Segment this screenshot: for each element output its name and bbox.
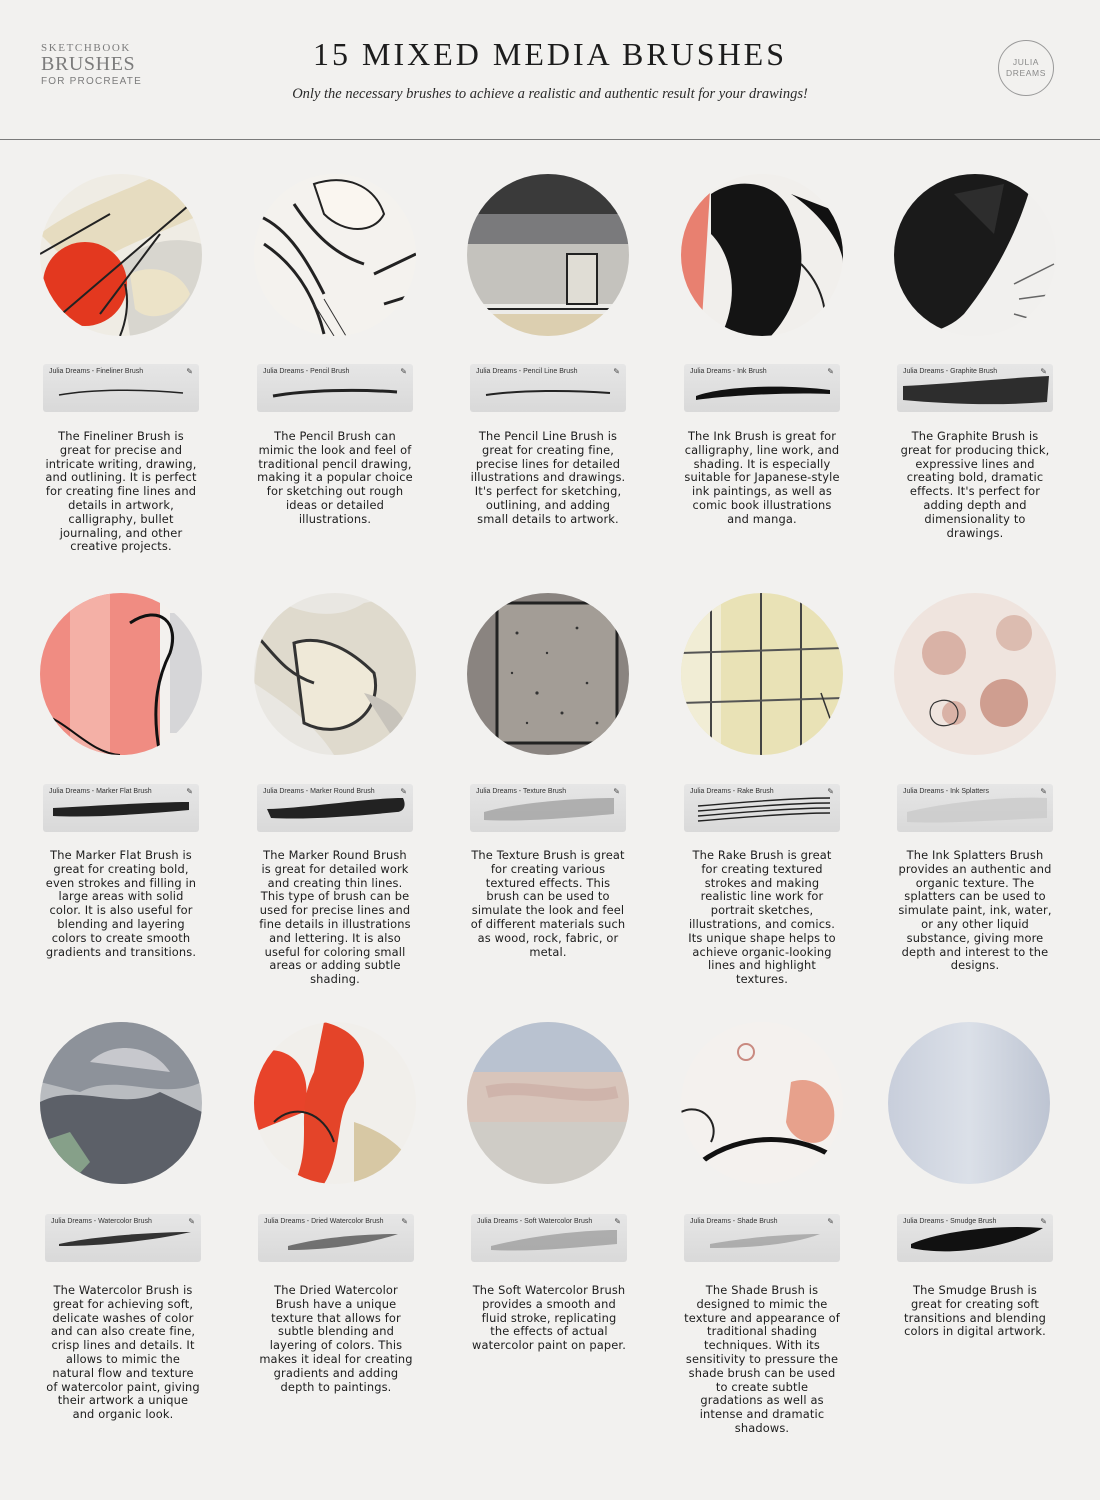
brush-icon: ✎ [401, 1217, 408, 1226]
graphite-description: The Graphite Brush is great for producing thick, expressive lines and creating bold, dramatic effects. It's perfect for adding depth and dimensionality to drawings. [900, 429, 1050, 540]
ink-splatters-description: The Ink Splatters Brush provides an authentic and organic texture. The splatters can be used to simulate paint, ink, water, or any other liquid substance, giving more depth and interest to the designs. [898, 848, 1052, 973]
watercolor-stroke-preview [45, 1214, 201, 1262]
marker-flat-stroke-preview [43, 784, 199, 832]
pencil-stroke-preview [257, 364, 413, 412]
brush-icon: ✎ [400, 367, 407, 376]
ink-description: The Ink Brush is great for calligraphy, line work, and shading. It is especially suitable for Japanese-style ink paintings, as well as comic book illustrations and manga. [684, 429, 840, 526]
rake-sample-circle [681, 593, 843, 755]
marker-flat-sample-circle [40, 593, 202, 755]
marker-round-stroke-preview [257, 784, 413, 832]
rake-stroke-preview [684, 784, 840, 832]
pencil-description: The Pencil Brush can mimic the look and feel of traditional pencil drawing, making it a popular choice for sketching out rough ideas or detailed illustrations. [257, 429, 413, 526]
rake-description: The Rake Brush is great for creating textured strokes and making realistic line work for portrait sketches, illustrations, and comics. Its unique shape helps to achieve organic-looking lines and highlight textures. [688, 848, 836, 987]
brush-icon: ✎ [1040, 787, 1047, 796]
logo-line-2: BRUSHES [41, 53, 136, 75]
pencil-line-brush-name: Julia Dreams - Pencil Line Brush [476, 368, 578, 375]
page-subtitle: Only the necessary brushes to achieve a realistic and authentic result for your drawings! [292, 86, 808, 102]
brush-icon: ✎ [827, 787, 834, 796]
fineliner-description: The Fineliner Brush is great for precise and intricate writing, drawing, and outlining. It is perfect for creating fine lines and details in artwork, calligraphy, bullet journaling, and other creative projects. [45, 429, 197, 554]
fineliner-brush-name: Julia Dreams - Fineliner Brush [49, 368, 144, 375]
texture-description: The Texture Brush is great for creating various textured effects. This brush can be used to simulate the look and feel of different materials such as wood, rock, fabric, or metal. [470, 848, 626, 959]
pencil-line-sample-circle [467, 174, 629, 336]
marker-flat-brush-name: Julia Dreams - Marker Flat Brush [49, 788, 152, 795]
brush-icon: ✎ [827, 1217, 834, 1226]
dried-watercolor-description: The Dried Watercolor Brush have a unique texture that allows for subtle blending and layering of colors. This makes it ideal for creating gradients and adding depth to paintings. [259, 1283, 413, 1394]
soft-watercolor-description: The Soft Watercolor Brush provides a smooth and fluid stroke, replicating the effects of actual watercolor paint on paper. [472, 1283, 626, 1353]
ink-splatters-stroke-preview [897, 784, 1053, 832]
logo-line-3: FOR PROCREATE [41, 76, 142, 87]
pencil-brush-name: Julia Dreams - Pencil Brush [263, 368, 350, 375]
soft-watercolor-brush-name: Julia Dreams - Soft Watercolor Brush [477, 1218, 593, 1225]
smudge-description: The Smudge Brush is great for creating soft transitions and blending colors in digital artwork. [904, 1283, 1046, 1339]
ink-splatters-brush-name: Julia Dreams - Ink Splatters [903, 788, 989, 795]
dried-watercolor-brush-name: Julia Dreams - Dried Watercolor Brush [264, 1218, 384, 1225]
brush-icon: ✎ [186, 367, 193, 376]
fineliner-stroke-preview [43, 364, 199, 412]
brush-icon: ✎ [614, 1217, 621, 1226]
graphite-sample-circle [894, 174, 1056, 336]
pencil-line-description: The Pencil Line Brush is great for creating fine, precise lines for detailed illustrations and drawings. It's perfect for sketching, outlining, and adding small details to artwork. [470, 429, 626, 526]
brush-icon: ✎ [827, 367, 834, 376]
badge-line-2: DREAMS [1006, 68, 1046, 78]
watercolor-description: The Watercolor Brush is great for achieving soft, delicate washes of color and can also create fine, crisp lines and details. It allows to mimic the natural flow and texture of watercolor paint, giving their artwork a unique and organic look. [46, 1283, 200, 1422]
shade-sample-circle [681, 1022, 843, 1184]
marker-round-brush-name: Julia Dreams - Marker Round Brush [263, 788, 375, 795]
ink-brush-name: Julia Dreams - Ink Brush [690, 368, 767, 375]
brush-icon: ✎ [188, 1217, 195, 1226]
brush-icon: ✎ [1040, 1217, 1047, 1226]
shade-stroke-preview [684, 1214, 840, 1262]
fineliner-sample-circle [40, 174, 202, 336]
brush-icon: ✎ [1040, 367, 1047, 376]
logo-line-1: SKETCHBOOK [41, 42, 131, 54]
texture-stroke-preview [470, 784, 626, 832]
marker-flat-description: The Marker Flat Brush is great for creating bold, even strokes and filling in large areas with solid color. It is also useful for blending and layering colors to create smooth gradients and transitions. [45, 848, 197, 959]
dried-watercolor-stroke-preview [258, 1214, 414, 1262]
pencil-line-stroke-preview [470, 364, 626, 412]
brush-icon: ✎ [613, 787, 620, 796]
graphite-brush-name: Julia Dreams - Graphite Brush [903, 368, 998, 375]
smudge-stroke-preview [897, 1214, 1053, 1262]
smudge-sample-circle [888, 1022, 1050, 1184]
pencil-sample-circle [254, 174, 416, 336]
soft-watercolor-stroke-preview [471, 1214, 627, 1262]
badge-line-1: JULIA [1012, 57, 1040, 67]
page-title: 15 MIXED MEDIA BRUSHES [312, 36, 788, 72]
marker-round-sample-circle [254, 593, 416, 755]
ink-splatters-sample-circle [894, 593, 1056, 755]
smudge-brush-name: Julia Dreams - Smudge Brush [903, 1218, 997, 1225]
watercolor-brush-name: Julia Dreams - Watercolor Brush [51, 1218, 152, 1225]
shade-description: The Shade Brush is designed to mimic the texture and appearance of traditional shading techniques. With its sensitivity to pressure the shade brush can be used to create subtle gradations as well as intense and dramatic shadows. [684, 1283, 840, 1435]
brush-icon: ✎ [186, 787, 193, 796]
ink-sample-circle [681, 174, 843, 336]
watercolor-sample-circle [40, 1022, 202, 1184]
dried-watercolor-sample-circle [254, 1022, 416, 1184]
texture-sample-circle [467, 593, 629, 755]
ink-stroke-preview [684, 364, 840, 412]
brush-icon: ✎ [613, 367, 620, 376]
rake-brush-name: Julia Dreams - Rake Brush [690, 788, 774, 795]
brush-icon: ✎ [400, 787, 407, 796]
shade-brush-name: Julia Dreams - Shade Brush [690, 1218, 778, 1225]
texture-brush-name: Julia Dreams - Texture Brush [476, 788, 567, 795]
marker-round-description: The Marker Round Brush is great for detailed work and creating thin lines. This type of brush can be used for precise lines and fine details in illustrations and lettering. It is also useful for coloring small areas or adding subtle shading. [259, 848, 411, 987]
graphite-stroke-preview [897, 364, 1053, 412]
soft-watercolor-sample-circle [467, 1022, 629, 1184]
